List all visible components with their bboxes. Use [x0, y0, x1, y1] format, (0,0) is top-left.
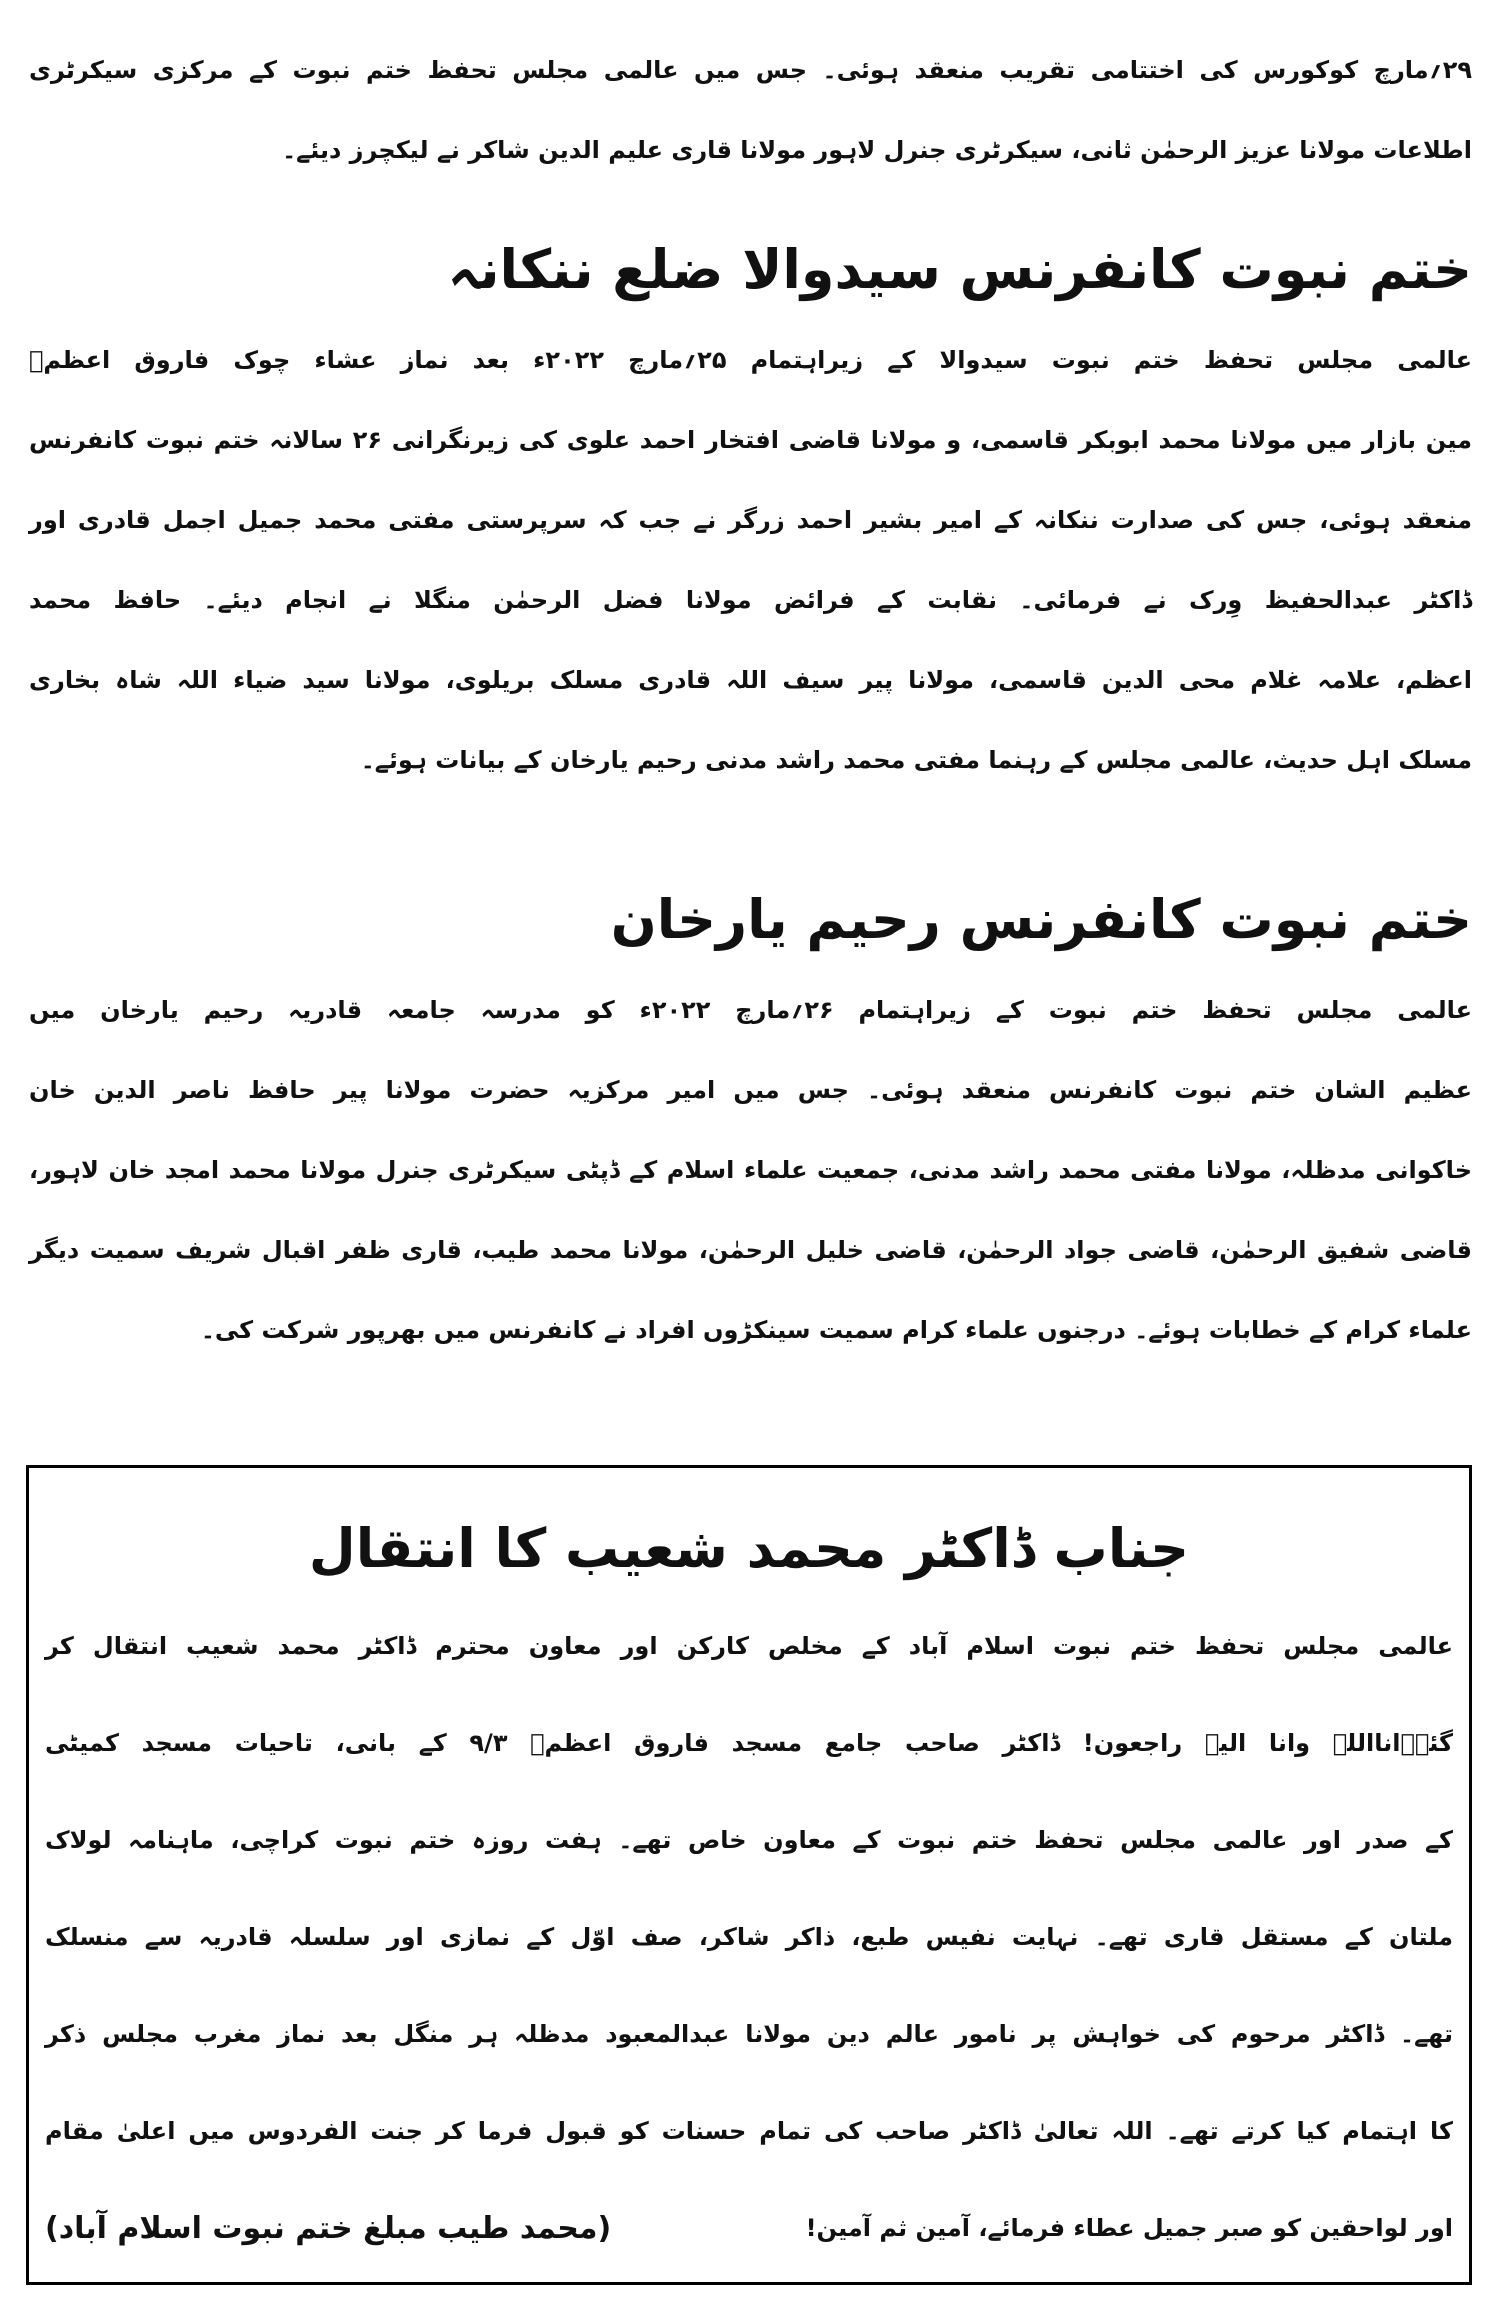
text-line: کا اہتمام کیا کرتے تھے۔ اللہ تعالیٰ ڈاکٹر صاحب کی تمام حسنات کو قبول فرما کر جنت الفردوس میں اعلیٰ مقام: [45, 2117, 1453, 2145]
text-line: عالمی مجلس تحفظ ختم نبوت سیدوالا کے زیراہتمام ۲۵؍مارچ ۲۰۲۲ء بعد نماز عشاء چوک فاروق اعظمؓ: [29, 346, 1472, 374]
obituary-closing-row: [45, 2180, 1453, 2277]
text-line: عالمی مجلس تحفظ ختم نبوت اسلام آباد کے مخلص کارکن اور معاون محترم ڈاکٹر محمد شعیب انتقال کر: [45, 1632, 1453, 1660]
text-line: ڈاکٹر عبدالحفیظ وِرک نے فرمائی۔ نقابت کے فرائض مولانا فضل الرحمٰن منگلا نے انجام دیئے۔ حافظ محمد: [29, 586, 1472, 614]
text-line: ملتان کے مستقل قاری تھے۔ نہایت نفیس طبع، ذاکر شاکر، صف اوّل کے نمازی اور سلسلہ قادریہ سے منسلک: [45, 1923, 1453, 1951]
section-paragraph: [29, 970, 1472, 1370]
obituary-box: [26, 1465, 1472, 2285]
text-line: اطلاعات مولانا عزیز الرحمٰن ثانی، سیکرٹری جنرل لاہور مولانا قاری علیم الدین شاکر نے لیکچرز دیئے۔: [282, 136, 1472, 164]
text-line: ۲۹؍مارچ کوکورس کی اختتامی تقریب منعقد ہوئی۔ جس میں عالمی مجلس تحفظ ختم نبوت کے مرکزی سیکرٹری: [29, 56, 1472, 84]
section-heading: ختم نبوت کانفرنس رحیم یارخان: [610, 888, 1472, 951]
section-paragraph: [29, 320, 1472, 800]
text-line: خاکوانی مدظلہ، مولانا مفتی محمد راشد مدنی، جمعیت علماء اسلام کے ڈپٹی سیکرٹری جنرل مولانا محمد امجد خان لاہور،: [29, 1156, 1472, 1184]
section-heading: ختم نبوت کانفرنس سیدوالا ضلع ننکانہ: [447, 238, 1472, 301]
intro-paragraph: [29, 30, 1472, 190]
obituary-heading: جناب ڈاکٹر محمد شعیب کا انتقال: [308, 1517, 1190, 1580]
text-line: تھے۔ ڈاکٹر مرحوم کی خواہش پر نامور عالم دین مولانا عبدالمعبود مدظلہ ہر منگل بعد نماز مغرب مجلس ذکر: [45, 2020, 1453, 2048]
text-line: عظیم الشان ختم نبوت کانفرنس منعقد ہوئی۔ جس میں امیر مرکزیہ حضرت مولانا پیر حافظ ناصر الدین خان: [29, 1076, 1472, 1104]
text-line: مین بازار میں مولانا محمد ابوبکر قاسمی، و مولانا قاضی افتخار احمد علوی کی زیرنگرانی ۲۶ سالانہ ختم نبوت کانفرنس: [29, 426, 1472, 454]
obituary-paragraph: [45, 1598, 1453, 2277]
text-line: علماء کرام کے خطابات ہوئے۔ درجنوں علماء کرام سمیت سینکڑوں افراد نے کانفرنس میں بھرپور شرکت کی۔: [200, 1316, 1472, 1344]
text-line: اعظم، علامہ غلام محی الدین قاسمی، مولانا پیر سیف اللہ قادری مسلک بریلوی، مولانا سید ضیاء اللہ شاہ بخاری: [29, 666, 1472, 694]
author-signature: (محمد طیب مبلغ ختم نبوت اسلام آباد): [45, 2211, 612, 2246]
text-line: اور لواحقین کو صبر جمیل عطاء فرمائے، آمین ثم آمین!: [805, 2214, 1453, 2242]
text-line: قاضی شفیق الرحمٰن، قاضی جواد الرحمٰن، قاضی خلیل الرحمٰن، مولانا محمد طیب، قاری ظفر اقبال شریف سمیت دیگر: [29, 1236, 1472, 1264]
text-line: گئے۔انااللہ وانا الیہ راجعون! ڈاکٹر صاحب جامع مسجد فاروق اعظمؓ ۹/۳ کے بانی، تاحیات مسجد کمیٹی: [45, 1729, 1454, 1757]
text-line: مسلک اہل حدیث، عالمی مجلس کے رہنما مفتی محمد راشد مدنی رحیم یارخان کے بیانات ہوئے۔: [360, 746, 1472, 774]
text-line: کے صدر اور عالمی مجلس تحفظ ختم نبوت کے معاون خاص تھے۔ ہفت روزہ ختم نبوت کراچی، ماہنامہ لولاک: [45, 1826, 1453, 1854]
text-line: منعقد ہوئی، جس کی صدارت ننکانہ کے امیر بشیر احمد زرگر نے جب کہ سرپرستی مفتی محمد جمیل اجمل قادری اور: [29, 506, 1472, 534]
text-line: عالمی مجلس تحفظ ختم نبوت کے زیراہتمام ۲۶؍مارچ ۲۰۲۲ء کو مدرسہ جامعہ قادریہ رحیم یارخان میں: [29, 996, 1472, 1024]
